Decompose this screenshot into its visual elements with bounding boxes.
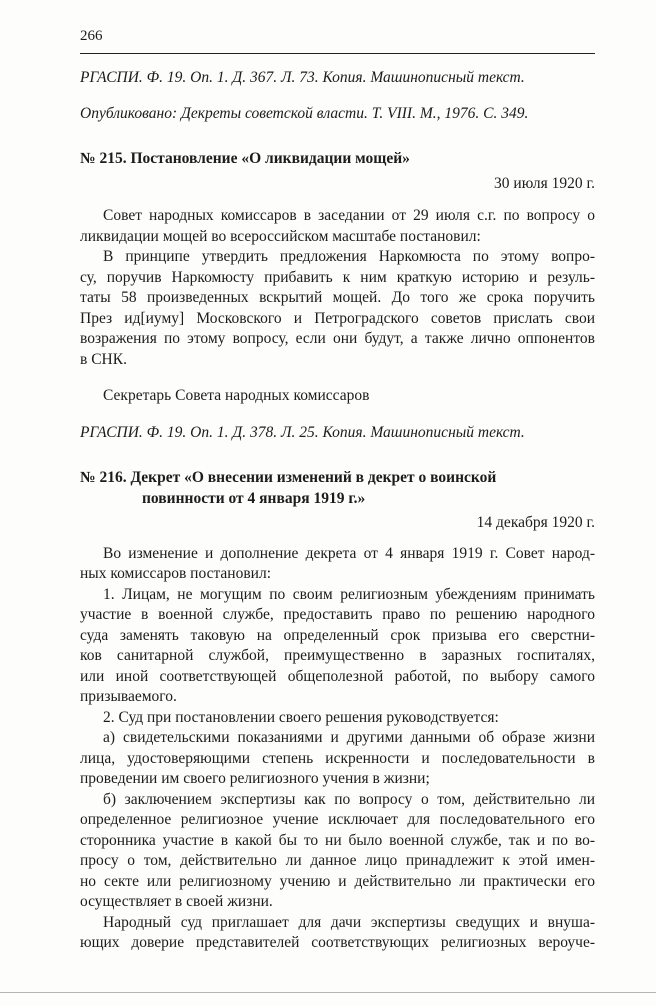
doc-216-paragraph-6 — [80, 913, 595, 954]
text-line: ющих доверие представителей соответствующих религиозных вероуче- — [80, 934, 595, 951]
text-line: в СНК. — [80, 350, 127, 368]
text-line: проведении им своего религиозного учения в жизни; — [80, 770, 430, 787]
text-line: През ид[иуму] Московского и Петроградского советов прислать свои — [80, 309, 595, 327]
scan-bottom-edge — [0, 992, 656, 993]
text-line: но секте или религиозному учению и действительно ли практически его — [80, 872, 595, 890]
doc-215-paragraph-1 — [80, 206, 595, 247]
text-line: 1. Лицам, не могущим по своим религиозным убеждениям принимать — [103, 585, 595, 603]
published-note: Опубликовано: Декреты советской власти. Т. VIII. М., 1976. С. 349. — [80, 104, 529, 122]
page-content — [80, 62, 595, 954]
text-line: В принципе утвердить предложения Наркомюста по этому вопро- — [103, 248, 595, 265]
page-number: 266 — [80, 28, 103, 44]
header-rule — [80, 53, 595, 54]
text-line: призываемого. — [80, 688, 177, 705]
text-line: возражения по этому вопросу, если они будут, а также лично оппонентов — [80, 330, 595, 347]
text-line: а) свидетельскими показаниями и другими данными об образе жизни — [103, 729, 595, 746]
text-line: участие в военной службе, предоставить право по решению народного — [80, 606, 595, 623]
doc-216-title-line-1: № 216. Декрет «О внесении изменений в декрет о воинской — [80, 469, 497, 486]
doc-216-title-line-2: повинности от 4 января 1919 г.» — [142, 489, 366, 507]
doc-215-date: 30 июля 1920 г. — [494, 174, 595, 192]
doc-216-paragraph-1 — [80, 544, 595, 585]
text-line: лица, удостоверяющими степень искренности и последовательности в — [80, 749, 595, 767]
text-line: б) заключением экспертизы как по вопросу о том, действительно ли — [103, 790, 595, 808]
text-line: ных комиссаров постановил: — [80, 565, 272, 582]
doc-216-paragraph-4 — [80, 728, 595, 790]
doc-216-paragraph-5 — [80, 790, 595, 913]
doc-215-signature: Секретарь Совета народных комиссаров — [103, 387, 370, 404]
text-line: 2. Суд при постановлении своего решения руководствуется: — [103, 708, 499, 726]
text-line: сторонника участие в какой бы то ни было военной службе, так и по во- — [80, 831, 595, 849]
doc-216-paragraph-3 — [80, 708, 595, 729]
doc-215-paragraph-2 — [80, 247, 595, 370]
text-line: Совет народных комиссаров в заседании от 29 июля с.г. по вопросу о — [103, 207, 595, 224]
text-line: ков санитарной службой, преимущественно в заразных госпиталях, — [80, 647, 595, 664]
text-line: или иной соответствующей общеполезной работой, по выбору самого — [80, 667, 595, 685]
text-line: просу о том, действительно ли данное лицо принадлежит к этой имен- — [80, 852, 595, 869]
text-line: определенное религиозное учение исключает для последовательного его — [80, 811, 595, 828]
text-line: Народный суд приглашает для дачи экспертизы сведущих и внуша- — [103, 913, 595, 931]
text-line: суда заменять таковую на определенный срок призыва его сверстни- — [80, 626, 595, 644]
doc-216-date: 14 декабря 1920 г. — [476, 514, 595, 531]
text-line: ликвидации мощей во всероссийском масштабе постановил: — [80, 227, 481, 245]
archive-source-2: РГАСПИ. Ф. 19. Оп. 1. Д. 378. Л. 25. Копия. Машинописный текст. — [80, 423, 525, 441]
text-line: таты 58 произведенных вскрытий мощей. До того же срока поручить — [80, 289, 595, 306]
doc-215-title: № 215. Постановление «О ликвидации мощей» — [80, 150, 410, 167]
archive-source-1: РГАСПИ. Ф. 19. Оп. 1. Д. 367. Л. 73. Копия. Машинописный текст. — [80, 69, 525, 86]
text-line: су, поручив Наркомюсту прибавить к ним краткую историю и резуль- — [80, 268, 595, 286]
doc-216-paragraph-2 — [80, 585, 595, 708]
text-line: осуществляет в своей жизни. — [80, 893, 273, 910]
text-line: Во изменение и дополнение декрета от 4 января 1919 г. Совет народ- — [103, 544, 595, 562]
